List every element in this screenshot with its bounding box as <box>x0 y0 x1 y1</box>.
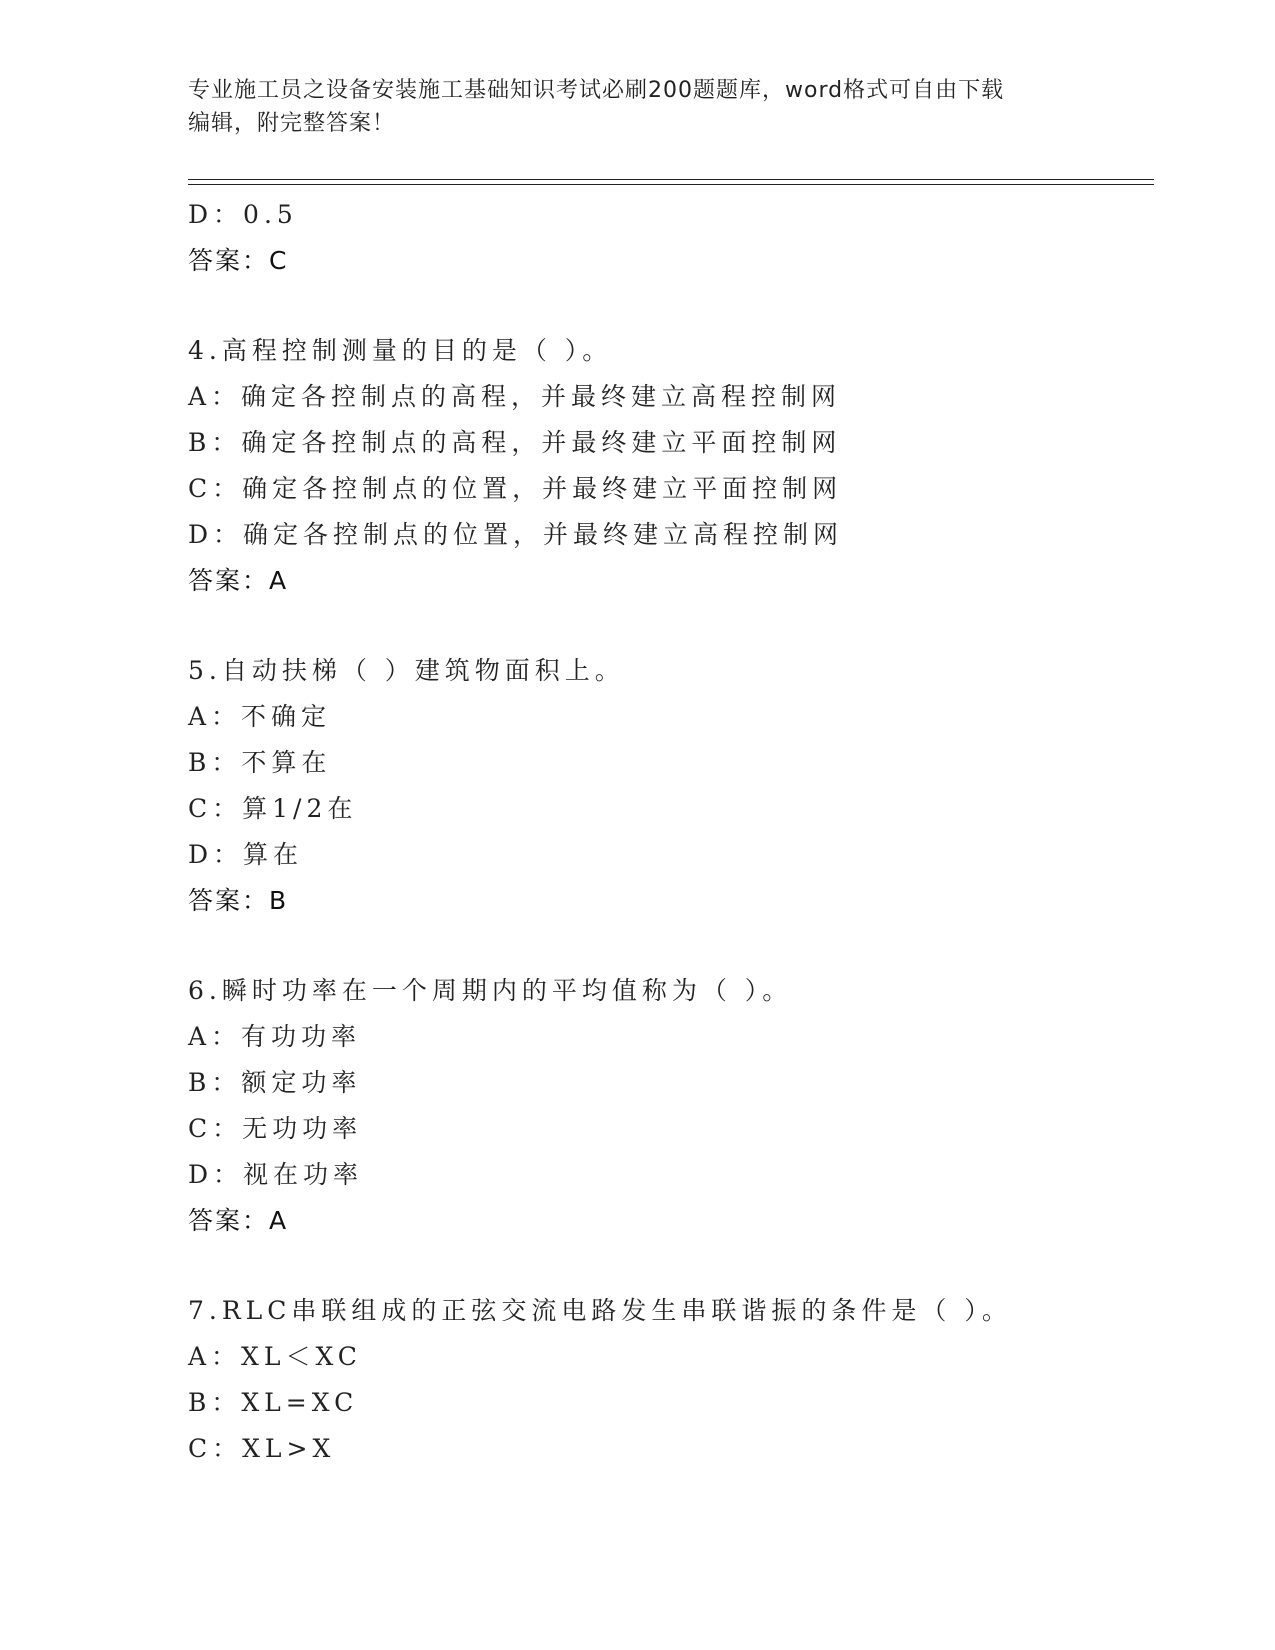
answer-line: 答案：A <box>188 1206 289 1235</box>
option-c: C：无功功率 <box>188 1114 363 1143</box>
option-b: B：不算在 <box>188 748 332 777</box>
answer-line: 答案：C <box>188 246 289 275</box>
document-header <box>188 74 1088 140</box>
option-b: B：确定各控制点的高程，并最终建立平面控制网 <box>188 428 842 457</box>
option-a: A：有功功率 <box>188 1022 362 1051</box>
option-d: D：视在功率 <box>188 1160 364 1189</box>
question-4 <box>188 328 1148 604</box>
option-c: C：算1/2在 <box>188 794 358 823</box>
option-c: C：确定各控制点的位置，并最终建立平面控制网 <box>188 474 843 503</box>
question-7 <box>188 1288 1148 1472</box>
option-d: D：确定各控制点的位置，并最终建立高程控制网 <box>188 520 844 549</box>
question-stem: 7.RLC串联组成的正弦交流电路发生串联谐振的条件是（ ）。 <box>188 1296 1012 1325</box>
header-rule-top <box>188 179 1154 180</box>
option-c: C：XL>X <box>188 1434 336 1463</box>
option-d: D：算在 <box>188 840 304 869</box>
question-stem: 5.自动扶梯（ ）建筑物面积上。 <box>188 656 625 685</box>
answer-line: 答案：B <box>188 886 289 915</box>
header-line-1: 专业施工员之设备安装施工基础知识考试必刷200题题库，word格式可自由下载 <box>188 78 1005 103</box>
question-5 <box>188 648 1148 924</box>
question-6 <box>188 968 1148 1244</box>
option-a: A：确定各控制点的高程，并最终建立高程控制网 <box>188 382 842 411</box>
header-rule-bottom <box>188 184 1154 185</box>
option-a: A：不确定 <box>188 702 332 731</box>
option-b: B：额定功率 <box>188 1068 362 1097</box>
answer-line: 答案：A <box>188 566 289 595</box>
header-line-2: 编辑，附完整答案！ <box>188 111 396 136</box>
question-stem: 4.高程控制测量的目的是（ ）。 <box>188 336 613 365</box>
question-list <box>188 192 1148 1472</box>
option-b: B：XL=XC <box>188 1388 359 1417</box>
option-d: D：0.5 <box>188 200 298 229</box>
question-stem: 6.瞬时功率在一个周期内的平均值称为（ ）。 <box>188 976 793 1005</box>
option-a: A：XL＜XC <box>188 1342 362 1371</box>
